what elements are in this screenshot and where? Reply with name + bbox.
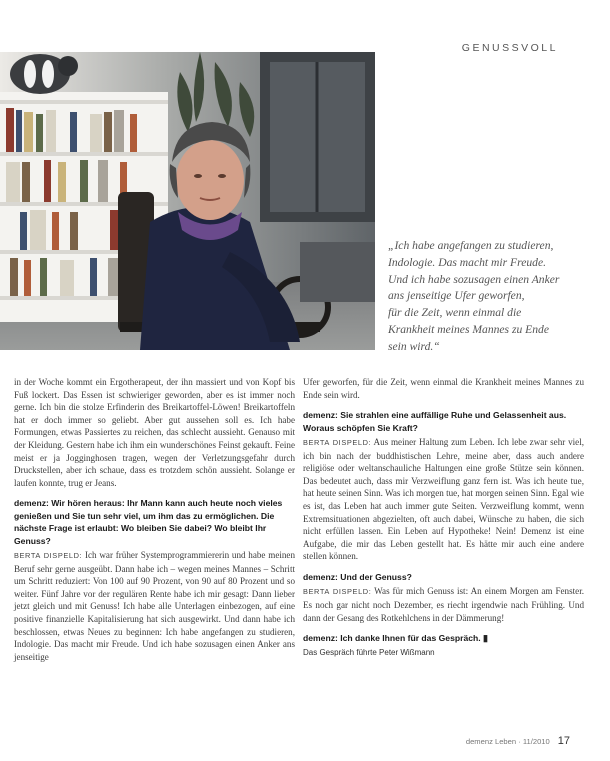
question-text: demenz: Wir hören heraus: Ihr Mann kann auch heute noch vieles genießen und Sie tun sehr viel, um ihm das zu ermöglichen. Die nächste Frage ist erlaubt: Wo bleiben Sie dabei? Wo bleibt Ihr Genuss? (14, 498, 283, 546)
answer-text: Aus meiner Haltung zum Leben. Ich lebe zwar sehr viel, ich bin nach der buddhistischen Lehre, meine aber, dass auch andere religiöse oder weltanschauliche Haltungen eine große Stütze sein können. Das bedeutet auch, dass mir Verzweiflung ganz fern ist. Was ich heute tue, hat heute seinen Sinn. Was ich morgen tue, hat morgen seinen Sinn. Egal wie es ist, das Leben hat auch immer gute Seiten. Verzweiflung kommt, wenn Extremsituationen abgezielten, oft auch dabei, Wünsche zu haben, die sich nicht erfüllen lassen. Ein Leben auf Hypotheke! Nein! Demenz ist eine Aufgabe, die mir das Leben gestellt hat. Es hätte mir auch eine andere stellen können. (303, 437, 585, 562)
pull-quote-line: ans jenseitige Ufer geworfen, (388, 289, 525, 303)
speaker-name: BERTA DISPELD: (14, 550, 83, 560)
portrait-photo-illustration (0, 52, 375, 350)
pull-quote-line: sein wird.“ (388, 339, 440, 353)
interview-answer (303, 585, 584, 624)
answer-text: Ich war früher Systemprogrammiererin und habe meinen Beruf sehr gerne ausgeübt. Dann habe ich – wegen meines Mannes – Schritt um Schritt reduziert: Von 100 auf 90 Prozent, von 90 auf 80 Prozent und so weiter. Fünf Jahre vor der regulären Rente habe ich mir gesagt: Dann lieber jetzt gleich und mit Genuss! Ich habe alle Unterlagen einbezogen, auf eine positive finanzielle Kapitalisierung hat sich ausgewirkt. Und dann habe ich beschlossen, etwas Neues zu beginnen: Ich habe angefangen zu studieren, Indologie. Das macht mir Freude. Und ich habe sozusagen einen Anker ans jenseitige (14, 549, 296, 662)
pull-quote (388, 238, 588, 356)
interview-question (303, 571, 584, 583)
speaker-name: BERTA DISPELD: (303, 587, 372, 597)
end-mark-icon: ▮ (483, 633, 488, 644)
pull-quote-line: Krankheit meines Mannes zu Ende (388, 322, 549, 336)
pull-quote-line: Und ich habe sozusagen einen Anker (388, 272, 560, 286)
body-paragraph: Ufer geworfen, für die Zeit, wenn einmal die Krankheit meines Mannes zu Ende sein wird. (303, 377, 584, 400)
question-text: demenz: Und der Genuss? (303, 571, 412, 582)
article-column-left (14, 376, 295, 663)
pull-quote-line: „Ich habe angefangen zu studieren, (388, 239, 554, 252)
interview-answer (303, 436, 584, 563)
section-label: GENUSSVOLL (461, 42, 558, 54)
author-credit: Das Gespräch führte Peter Wißmann (303, 647, 435, 657)
speaker-name: BERTA DISPELD: (303, 438, 372, 447)
article-column-right (303, 376, 584, 659)
closing-text: demenz: Ich danke Ihnen für das Gespräch. (303, 633, 481, 644)
body-paragraph: in der Woche kommt ein Ergotherapeut, der ihn massiert und von Kopf bis Fuß lockert. Das Essen ist schwieriger geworden, aber es ist immer noch gerne. Ich bin die stolze Erfinderin des Breikartoffel-Löwen! Breikartoffeln hat er doch immer so geliebt. Aber gut aussehen soll es. Ich habe Formungen, etwas Passiertes zu reichen, das schlecht aussieht. Genauso mit der Kleidung. Gestern habe ich ihm ein wunderschönes Feinst gekauft. Feine meist er ja Jogginghosen tragen, wegen der Verletzungsgefahr durch Druckstellen, aber ich schaue, dass es trotzdem schön aussieht. Solange er laufen konnte, trug er Jeans. (14, 377, 295, 488)
closing-line (303, 632, 584, 644)
page-footer (466, 735, 570, 747)
answer-text: Was für mich Genuss ist: An einem Morgen am Fenster. Es noch gar nicht noch Dezember, es riecht irgendwie nach Frühling. Und dann der Gesang des Rotkehlchens in der Dämmerung! (303, 586, 585, 623)
interview-question (14, 497, 295, 547)
pull-quote-line: Indologie. Das macht mir Freude. (388, 255, 546, 269)
page-number: 17 (557, 735, 570, 747)
interview-answer (14, 549, 295, 663)
pull-quote-line: für die Zeit, wenn einmal die (388, 306, 522, 320)
question-text: demenz: Sie strahlen eine auffällige Ruhe und Gelassenheit aus. Woraus schöpfen Sie Kraft? (303, 410, 567, 433)
interview-question (303, 409, 584, 434)
portrait-photo (0, 52, 375, 350)
magazine-name: demenz Leben · 11/2010 (465, 737, 550, 746)
